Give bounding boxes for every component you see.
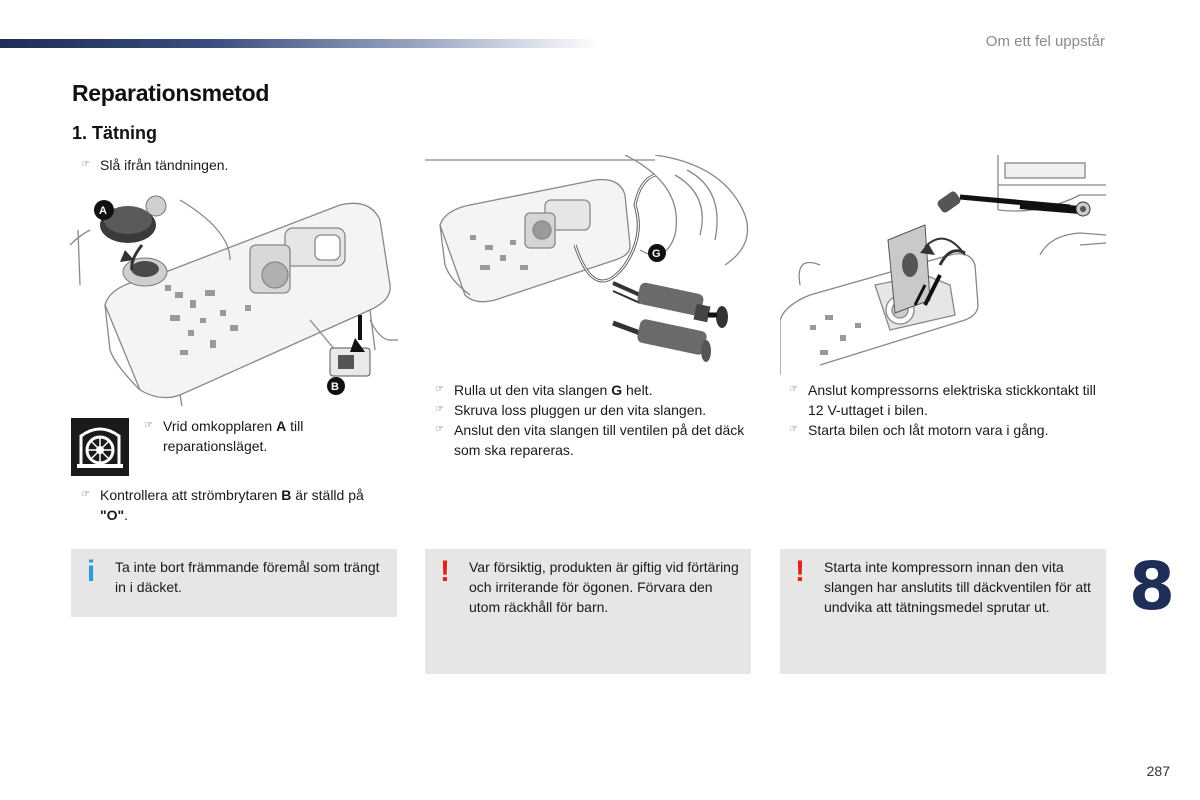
info-icon: i xyxy=(86,555,96,588)
info-note-text: Ta inte bort främmande föremål som trängt in i däcket. xyxy=(115,559,380,595)
step-bold: B xyxy=(281,487,292,503)
bullet-marker-icon: ☞ xyxy=(435,384,444,395)
warning-icon: ! xyxy=(795,555,805,588)
bullet-marker-icon: ☞ xyxy=(435,424,444,435)
step-connect-power xyxy=(789,380,1098,420)
step-text: Starta bilen och låt motorn vara i gång. xyxy=(808,422,1049,438)
label-g: G xyxy=(652,248,661,260)
hose-unroll-illustration xyxy=(425,155,751,375)
step-bold: A xyxy=(276,418,287,434)
bullet-marker-icon: ☞ xyxy=(81,159,90,170)
step-text: Slå ifrån tändningen. xyxy=(100,157,229,173)
step-text: helt. xyxy=(622,382,653,398)
step-start-engine xyxy=(789,420,1098,440)
compressor-switch-illustration xyxy=(70,190,398,406)
warning-note-box-1 xyxy=(425,549,751,674)
step-text: är ställd på xyxy=(291,487,364,503)
bullet-marker-icon: ☞ xyxy=(789,384,798,395)
bullet-marker-icon: ☞ xyxy=(789,424,798,435)
step-text: Rulla ut den vita slangen xyxy=(454,382,612,398)
step-turn-switch-a xyxy=(144,416,373,456)
info-note-box xyxy=(71,549,397,617)
chapter-header-title: Om ett fel uppstår xyxy=(985,33,1105,50)
label-b: B xyxy=(331,381,339,393)
warning-note-text-1: Var försiktig, produkten är giftig vid förtäring och irriterande för ögonen. Förvara den utom räckhåll för barn. xyxy=(469,559,739,615)
step-text: Anslut den vita slangen till ventilen på det däck som ska repareras. xyxy=(454,422,745,458)
label-a: A xyxy=(99,205,107,217)
step-unscrew-plug xyxy=(435,400,754,420)
subsection-title: 1. Tätning xyxy=(72,123,157,143)
step-check-switch-b xyxy=(81,485,390,525)
step-ignition-off xyxy=(81,155,400,175)
chapter-number: 8 xyxy=(1129,548,1175,625)
warning-icon: ! xyxy=(440,555,450,588)
repair-mode-icon xyxy=(71,418,129,476)
step-text: . xyxy=(124,507,129,523)
step-connect-hose xyxy=(435,420,749,460)
step-text: Kontrollera att strömbrytaren xyxy=(100,487,282,503)
step-text: Vrid omkopplaren xyxy=(163,418,277,434)
warning-note-box-2 xyxy=(780,549,1106,674)
header-gradient-bar xyxy=(0,39,600,48)
page-number: 287 xyxy=(1146,763,1170,779)
step-text: Skruva loss pluggen ur den vita slangen. xyxy=(454,402,707,418)
section-title: Reparationsmetod xyxy=(72,80,270,106)
bullet-marker-icon: ☞ xyxy=(81,489,90,500)
step-bold: "O" xyxy=(100,507,125,523)
step-text: till reparationsläget. xyxy=(163,418,304,454)
step-text: Anslut kompressorns elektriska stickkontakt till 12 V-uttaget i bilen. xyxy=(808,382,1096,418)
step-bold: G xyxy=(611,382,623,398)
bullet-marker-icon: ☞ xyxy=(435,404,444,415)
step-unroll-hose xyxy=(435,380,754,400)
warning-note-text-2: Starta inte kompressorn innan den vita slangen har anslutits till däckventilen för att undvika att tätningsmedel sprutar ut. xyxy=(824,559,1091,615)
power-socket-illustration xyxy=(780,155,1106,375)
bullet-marker-icon: ☞ xyxy=(144,420,153,431)
